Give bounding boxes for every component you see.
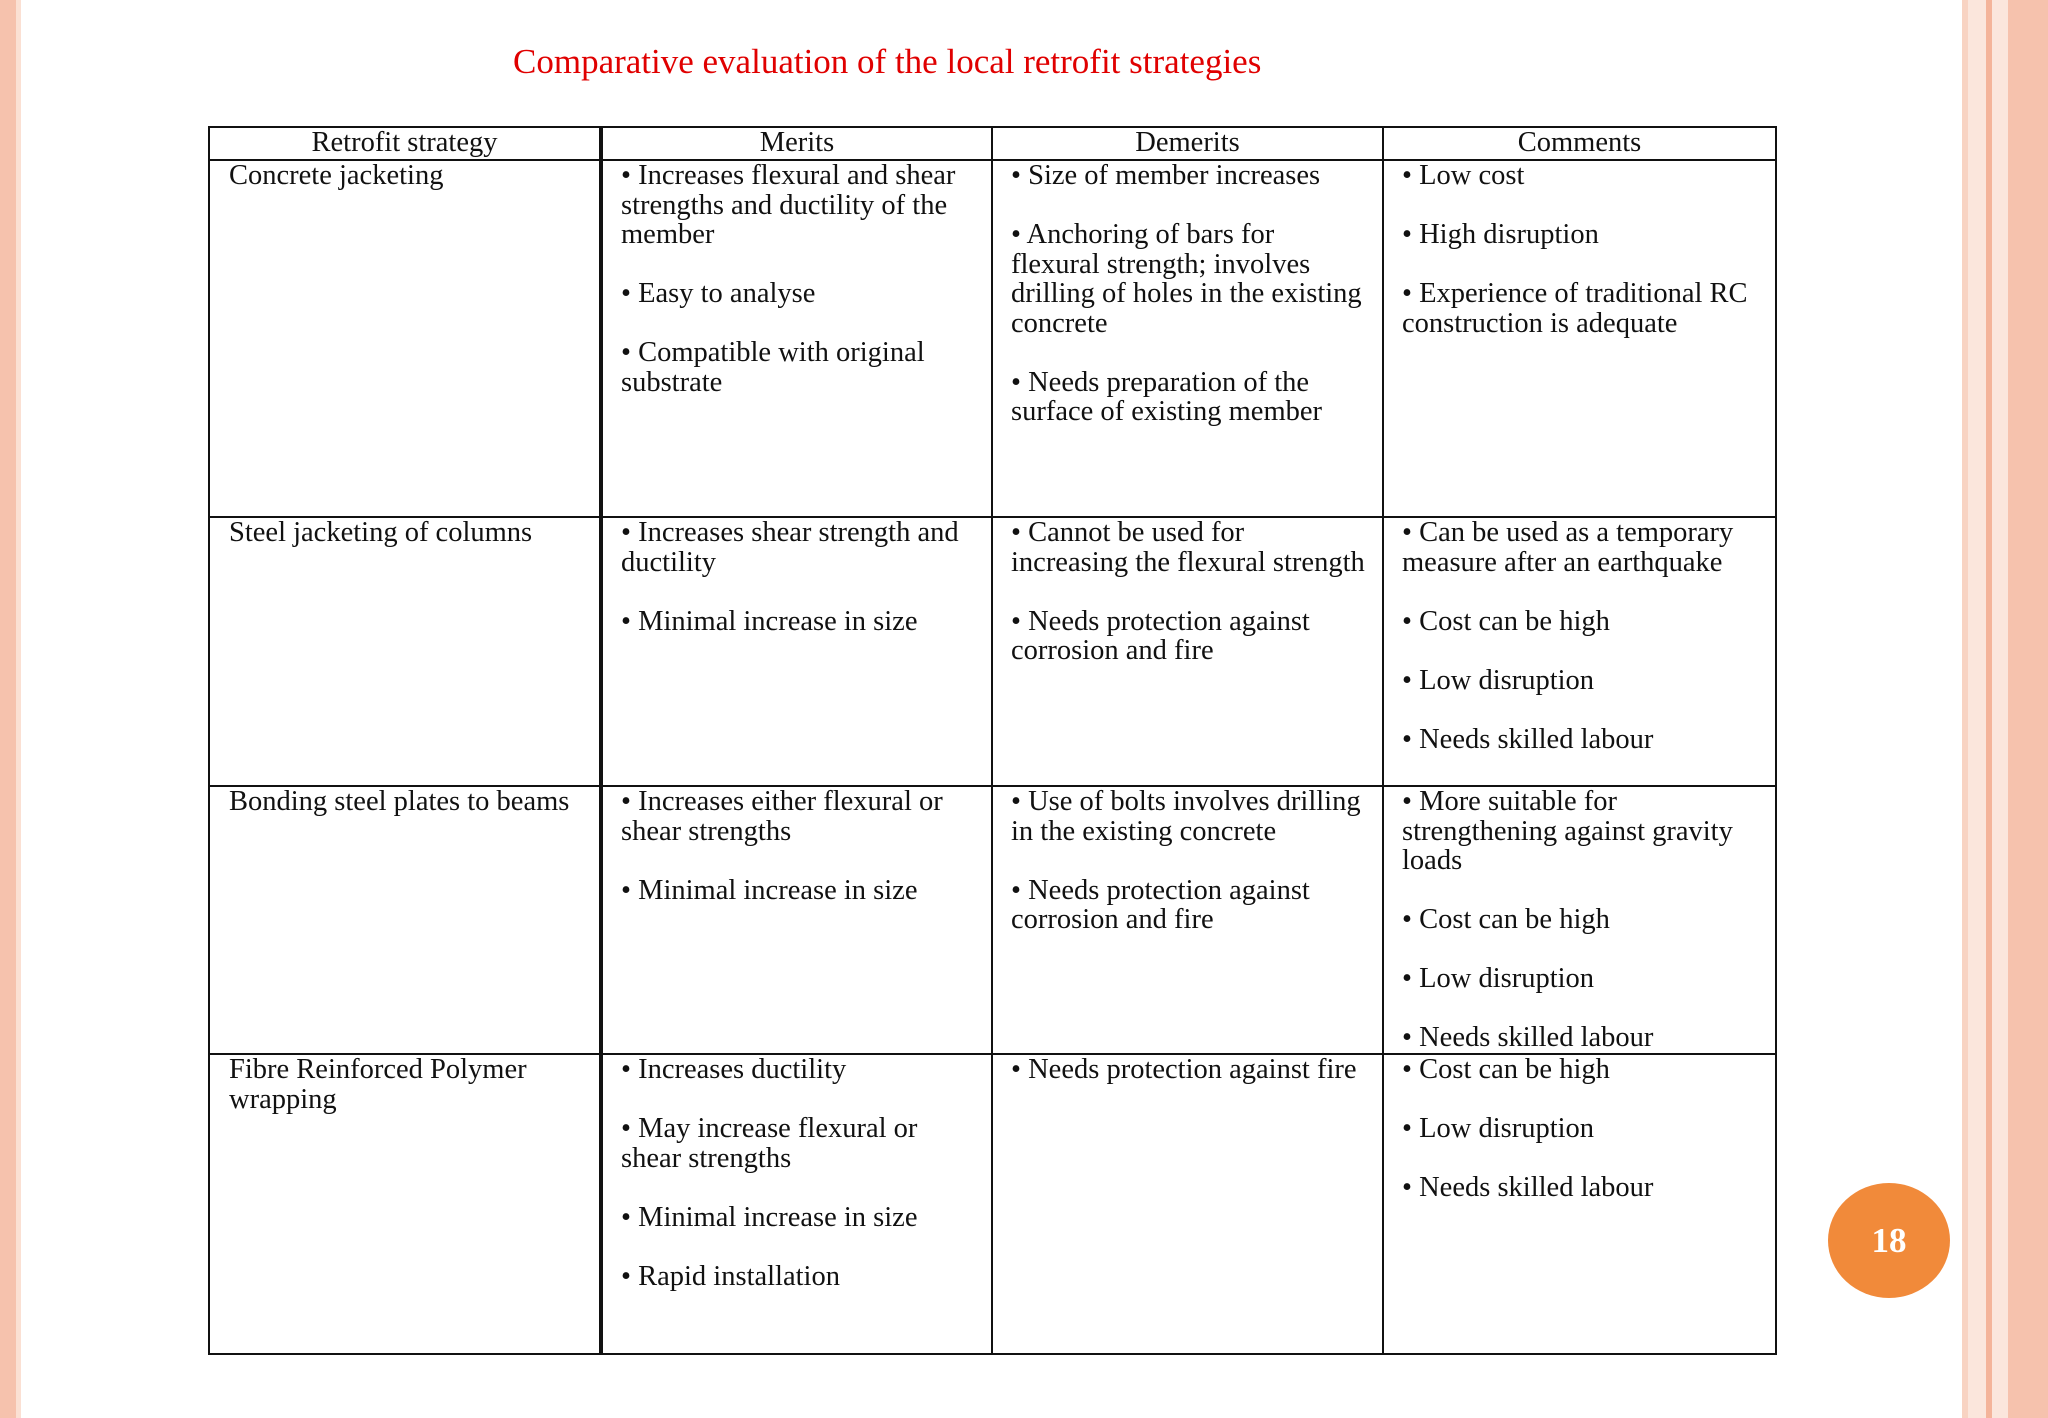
comments-cell: [1383, 517, 1776, 786]
merits-cell: [601, 160, 992, 517]
strategy-name: Steel jacketing of columns: [229, 517, 533, 548]
strategy-name: Fibre Reinforced Polymer wrapping: [229, 1054, 527, 1115]
table-row: [209, 786, 1776, 1054]
comment-item: • Needs skilled labour: [1402, 1022, 1654, 1053]
demerit-item: • Use of bolts involves drilling in the existing concrete: [1011, 786, 1361, 847]
comment-item: • Experience of traditional RC construction is adequate: [1402, 278, 1748, 339]
demerits-cell: [992, 517, 1383, 786]
demerits-cell: [992, 1054, 1383, 1354]
comment-item: • Needs skilled labour: [1402, 723, 1654, 755]
demerit-item: • Needs protection against fire: [1011, 1054, 1357, 1085]
right-border-stripe-2: [1968, 0, 1986, 1418]
merit-item: • Minimal increase in size: [621, 874, 918, 906]
table-row: [209, 517, 1776, 786]
slide-title: Comparative evaluation of the local retrofit strategies: [513, 42, 1262, 81]
demerits-cell: [992, 786, 1383, 1054]
header-merits: Merits: [601, 127, 992, 160]
merit-item: • Minimal increase in size: [621, 1201, 918, 1233]
comment-item: • Can be used as a temporary measure after an earthquake: [1402, 517, 1734, 578]
comment-item: • Low cost: [1402, 160, 1525, 191]
comment-item: • Needs skilled labour: [1402, 1172, 1654, 1203]
comment-item: • High disruption: [1402, 219, 1599, 250]
merit-item: • Rapid installation: [621, 1260, 840, 1292]
demerit-item: • Needs preparation of the surface of existing member: [1011, 366, 1323, 427]
left-border-stripe: [0, 0, 16, 1418]
merit-item: • Increases flexural and shear strengths and ductility of the member: [621, 160, 956, 250]
comment-item: • Cost can be high: [1402, 605, 1610, 637]
left-border-inner-stripe: [16, 0, 21, 1418]
merit-item: • Increases ductility: [621, 1054, 847, 1085]
merit-item: • Increases shear strength and ductility: [621, 517, 959, 578]
merits-cell: [601, 786, 992, 1054]
strategy-cell: [209, 1054, 601, 1354]
comment-item: • Low disruption: [1402, 664, 1595, 696]
merit-item: • Easy to analyse: [621, 278, 816, 309]
strategy-cell: [209, 786, 601, 1054]
merit-item: • Increases either flexural or shear strengths: [621, 786, 943, 847]
comments-cell: [1383, 1054, 1776, 1354]
table-header-row: [209, 127, 1776, 160]
retrofit-comparison-table: [208, 126, 1777, 1355]
comment-item: • More suitable for strengthening against gravity loads: [1402, 786, 1733, 876]
comment-item: • Low disruption: [1402, 1113, 1595, 1144]
comment-item: • Cost can be high: [1402, 904, 1610, 935]
comments-cell: [1383, 786, 1776, 1054]
table-row: [209, 160, 1776, 517]
header-comments: Comments: [1383, 127, 1776, 160]
strategy-cell: [209, 517, 601, 786]
table-row: [209, 1054, 1776, 1354]
merit-item: • May increase flexural or shear strengths: [621, 1113, 918, 1174]
header-demerits: Demerits: [992, 127, 1383, 160]
comments-cell: [1383, 160, 1776, 517]
comment-item: • Cost can be high: [1402, 1054, 1610, 1085]
demerit-item: • Cannot be used for increasing the flexural strength: [1011, 517, 1365, 578]
right-border-stripe-4: [1992, 0, 2008, 1418]
demerit-item: • Needs protection against corrosion and fire: [1011, 874, 1310, 935]
strategy-cell: [209, 160, 601, 517]
demerit-item: • Anchoring of bars for flexural strength; involves drilling of holes in the existing concrete: [1011, 219, 1362, 339]
merits-cell: [601, 517, 992, 786]
demerits-cell: [992, 160, 1383, 517]
comment-item: • Low disruption: [1402, 963, 1595, 994]
merit-item: • Minimal increase in size: [621, 605, 918, 637]
demerit-item: • Size of member increases: [1011, 160, 1321, 191]
right-border-stripe-5: [2008, 0, 2048, 1418]
demerit-item: • Needs protection against corrosion and fire: [1011, 605, 1310, 666]
strategy-name: Bonding steel plates to beams: [229, 786, 570, 817]
header-retrofit-strategy: Retrofit strategy: [209, 127, 601, 160]
page-number-badge: 18: [1828, 1183, 1950, 1298]
merit-item: • Compatible with original substrate: [621, 337, 925, 398]
strategy-name: Concrete jacketing: [229, 160, 444, 191]
merits-cell: [601, 1054, 992, 1354]
